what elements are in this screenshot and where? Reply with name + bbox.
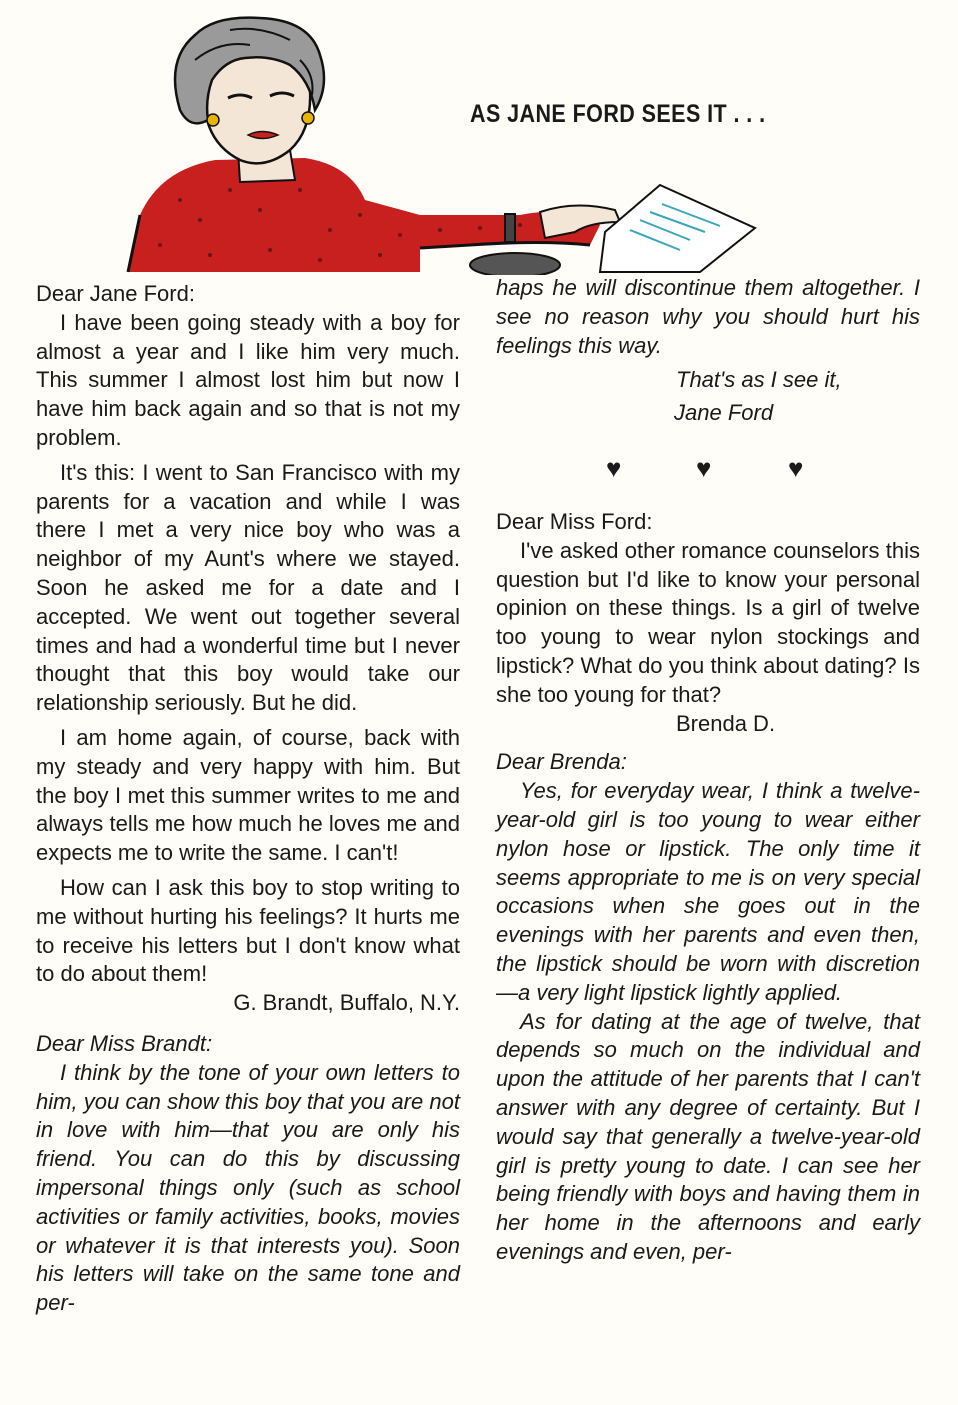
letter2-salutation: Dear Miss Ford: bbox=[496, 508, 653, 534]
reply1-signature: Jane Ford bbox=[674, 400, 774, 426]
heart-icon: ♥ bbox=[606, 452, 622, 483]
reply1-salutation: Dear Miss Brandt: bbox=[36, 1030, 213, 1056]
column-title: AS JANE FORD SEES IT . . . bbox=[470, 100, 766, 128]
left-column bbox=[36, 280, 460, 1318]
letter1-salutation: Dear Jane Ford: bbox=[36, 281, 195, 306]
reply1-body-right: haps he will discontinue them altogether. I see no reason why you should hurt his feelings this way. bbox=[496, 275, 920, 358]
letter1-paragraph: How can I ask this boy to stop writing to me without hurting his feelings? It hurts me to receive his letters but I don't know what to do about them! bbox=[36, 874, 460, 987]
heart-divider bbox=[496, 454, 920, 482]
letter2-body: I've asked other romance counselors this question but I'd like to know your personal opinion on these things. Is a girl of twelve too young to wear nylon stockings and lipstick? What do you think about dating? Is she too young for that? bbox=[496, 537, 920, 707]
heart-icon: ♥ bbox=[788, 452, 804, 483]
letter1-paragraph: I am home again, of course, back with my steady and very happy with him. But the boy I met this summer writes to me and always tells me how much he loves me and expects me to write the same. I can't! bbox=[36, 724, 460, 866]
right-column bbox=[496, 274, 920, 1267]
heart-icon: ♥ bbox=[696, 452, 712, 483]
header-panel bbox=[0, 0, 958, 275]
letter1-paragraph: It's this: I went to San Francisco with my parents for a vacation and while I was there I met a very nice boy who was a neighbor of my Aunt's where we stayed. Soon he asked me for a date and I accepted. We went out together several times and had a wonderful time but I never thought that this boy would take our relationship seriously. But he did. bbox=[36, 459, 460, 716]
reply1-closing: That's as I see it, bbox=[676, 367, 842, 393]
reply2-salutation: Dear Brenda: bbox=[496, 749, 627, 775]
letter1-paragraph: I have been going steady with a boy for almost a year and I like him very much. This summer I almost lost him but now I have him back again and so that is not my problem. bbox=[36, 309, 460, 450]
reply1-body-left: I think by the tone of your own letters to him, you can show this boy that you are not in love with him—that you are only his friend. You can do this by discussing impersonal things only (such as school activities or family activities, books, movies or whatever it is that interests you). Soon his letters will take on the same tone and per- bbox=[36, 1059, 460, 1316]
woman-with-letter-illustration bbox=[0, 0, 958, 275]
letter2-signature: Brenda D. bbox=[676, 710, 776, 736]
letter-paper bbox=[600, 185, 755, 272]
reply2-paragraph: Yes, for everyday wear, I think a twelve-year-old girl is too young to wear either nylon hose or lipstick. The only time it seems appropriate to me is on very special occasions when she goes out in the evenings with her parents and even then, the lipstick should be worn with discretion—a very light lipstick lightly applied. bbox=[496, 778, 920, 1005]
reply2-paragraph: As for dating at the age of twelve, that depends so much on the individual and upon the attitude of her parents that I can't answer with any degree of certainty. But I would say that generally a twelve-year-old girl is pretty young to date. I can see her being friendly with boys and having them in her home in the afternoons and early evenings and even, per- bbox=[496, 1008, 920, 1264]
letter1-signature: G. Brandt, Buffalo, N.Y. bbox=[233, 990, 460, 1016]
